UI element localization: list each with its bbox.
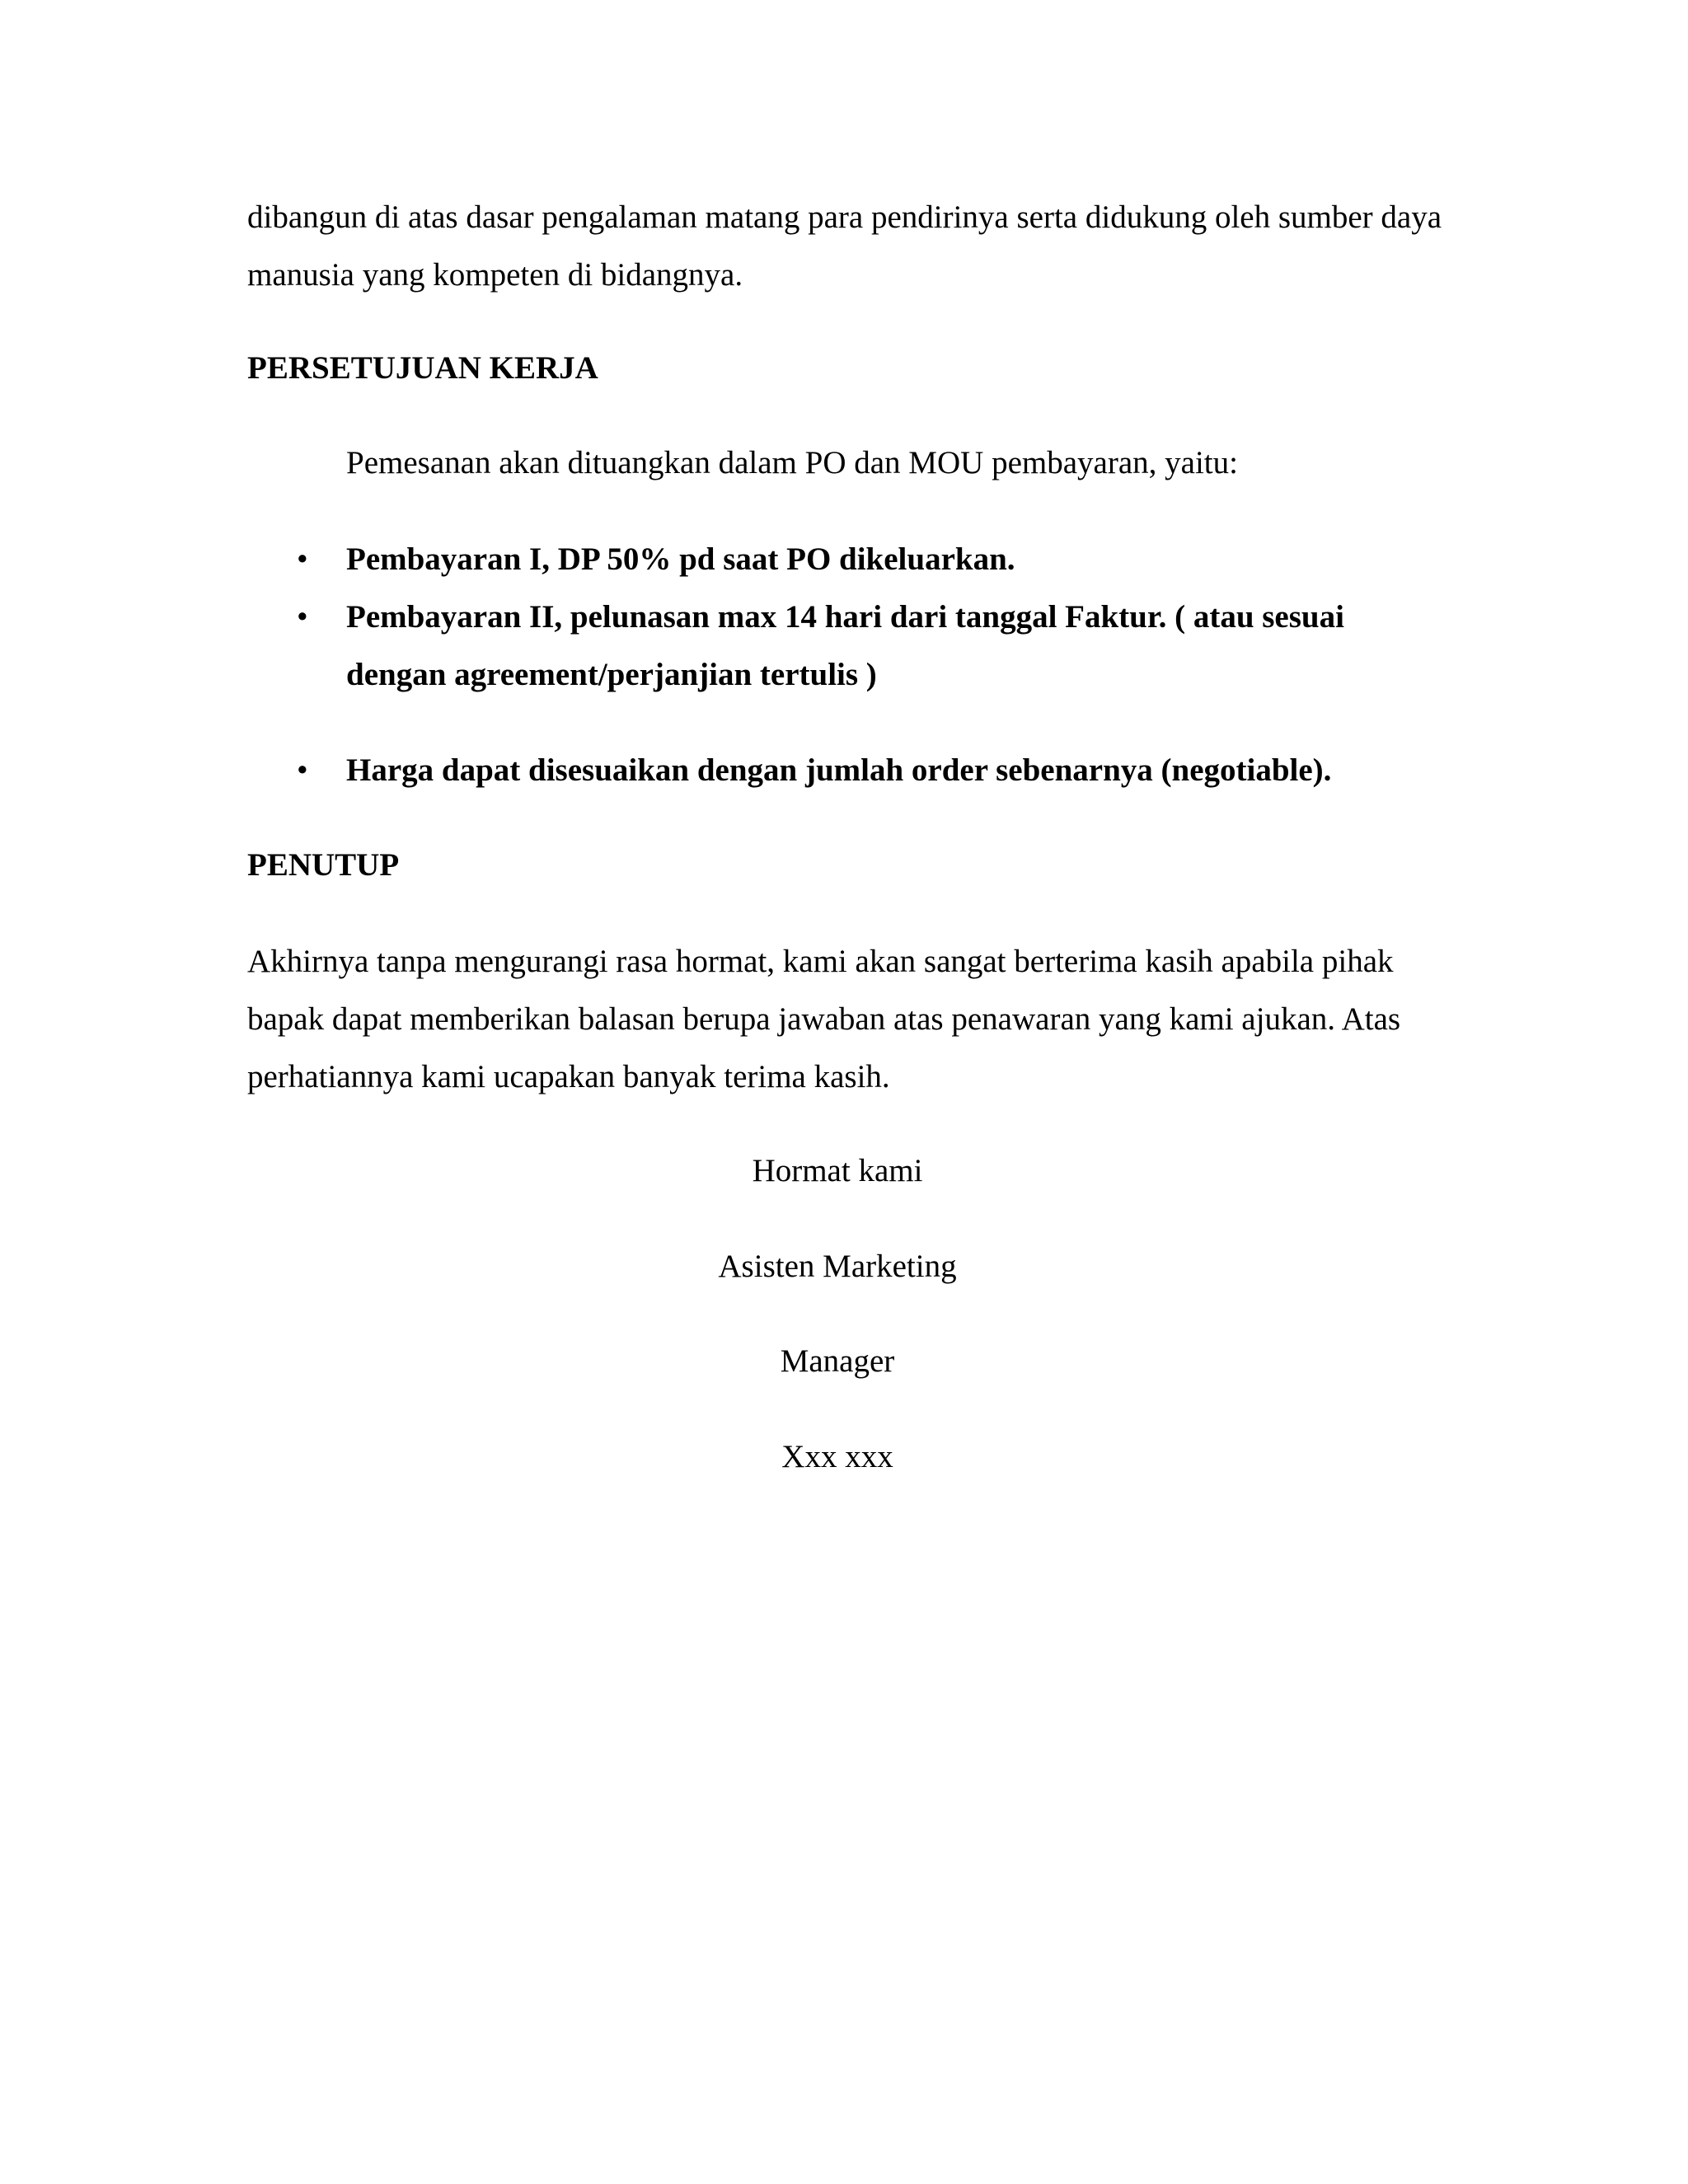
list-item [247, 531, 1451, 588]
bullet-icon: • [297, 599, 308, 635]
list-item [247, 588, 1451, 704]
closing-paragraph: Akhirnya tanpa mengurangi rasa hormat, kami akan sangat berterima kasih apabila pihak bapak dapat memberikan balasan berupa jawaban atas penawaran yang kami ajukan. Atas perhatiannya kami ucapakan banyak terima kasih. [247, 944, 1401, 1094]
opening-paragraph: dibangun di atas dasar pengalaman matang para pendirinya serta didukung oleh sumber daya manusia yang kompeten di bidangnya. [247, 199, 1442, 293]
signature-name: Xxx xxx [781, 1439, 893, 1474]
section-heading-agreement: PERSETUJUAN KERJA [247, 350, 598, 386]
section-heading-closing: PENUTUP [247, 847, 400, 883]
signature-role: Asisten Marketing [718, 1249, 957, 1284]
bullet-icon: • [297, 752, 308, 788]
signature-greeting: Hormat kami [752, 1153, 923, 1188]
payment-terms-list [247, 531, 1451, 799]
agreement-intro: Pemesanan akan dituangkan dalam PO dan MOU pembayaran, yaitu: [346, 445, 1238, 480]
list-item-text: Pembayaran I, DP 50% pd saat PO dikeluarkan. [346, 541, 1015, 577]
list-item-text: Harga dapat disesuaikan dengan jumlah order sebenarnya (negotiable). [346, 752, 1332, 788]
list-item-text: Pembayaran II, pelunasan max 14 hari dari tanggal Faktur. ( atau sesuai dengan agreement/perjanjian tertulis ) [346, 599, 1344, 692]
list-item [247, 742, 1451, 799]
bullet-icon: • [297, 541, 308, 577]
signature-title: Manager [780, 1343, 895, 1379]
